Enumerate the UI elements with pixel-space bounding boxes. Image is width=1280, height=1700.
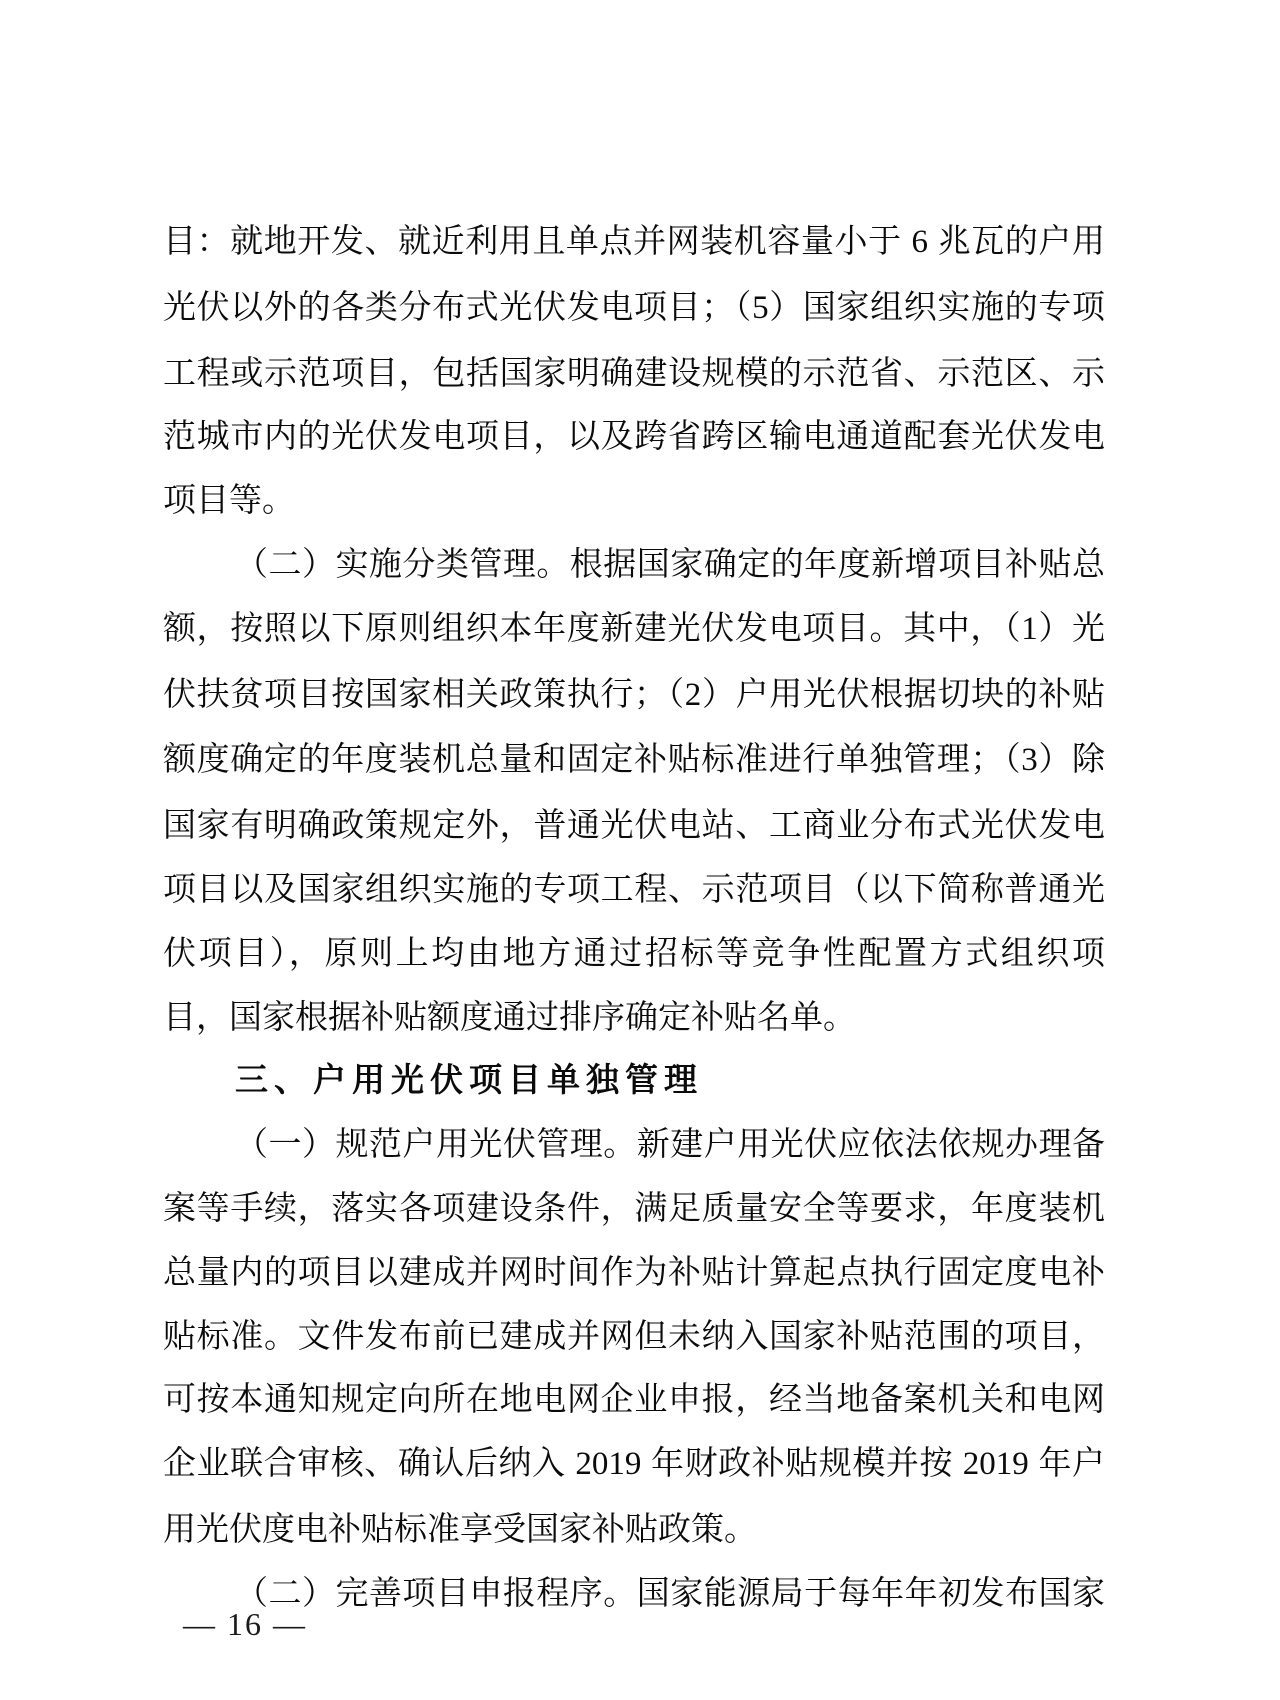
text-line: 伏项目），原则上均由地方通过招标等竞争性配置方式组织项 (163, 933, 1105, 971)
text-line: 项目等。 (163, 481, 295, 519)
text-line: 目：就地开发、就近利用且单点并网装机容量小于 6 兆瓦的户用 (163, 222, 1106, 260)
text-line: 额度确定的年度装机总量和固定补贴标准进行单独管理；（3）除 (163, 740, 1106, 779)
text-line: 范城市内的光伏发电项目，以及跨省跨区输电通道配套光伏发电 (163, 417, 1105, 455)
text-line: （二）实施分类管理。根据国家确定的年度新增项目补贴总 (235, 544, 1105, 582)
text-line: （一）规范户用光伏管理。新建户用光伏应依法依规办理备 (235, 1125, 1105, 1163)
text-line: 用光伏度电补贴标准享受国家补贴政策。 (163, 1509, 757, 1547)
document-text-block (163, 209, 1105, 1625)
text-line: 工程或示范项目，包括国家明确建设规模的示范省、示范区、示 (163, 353, 1105, 391)
serif-number: 5 (752, 289, 769, 326)
text-line: 国家有明确政策规定外，普通光伏电站、工商业分布式光伏发电 (163, 806, 1105, 844)
serif-number: 2 (684, 676, 702, 713)
text-line: 光伏以外的各类分布式光伏发电项目；（5）国家组织实施的专项 (163, 287, 1106, 326)
text-line: 案等手续，落实各项建设条件，满足质量安全等要求，年度装机 (163, 1188, 1105, 1226)
serif-number: 6 (911, 224, 928, 260)
text-line: 可按本通知规定向所在地电网企业申报，经当地备案机关和电网 (163, 1380, 1105, 1418)
text-line: 贴标准。文件发布前已建成并网但未纳入国家补贴范围的项目， (163, 1316, 1105, 1354)
text-line: 总量内的项目以建成并网时间作为补贴计算起点执行固定度电补 (163, 1252, 1105, 1290)
serif-number: 1 (1021, 610, 1038, 647)
text-line: 额，按照以下原则组织本年度新建光伏发电项目。其中，（1）光 (163, 608, 1106, 647)
page-number: — 16 — (183, 1606, 307, 1642)
text-line: 伏扶贫项目按国家相关政策执行；（2）户用光伏根据切块的补贴 (163, 674, 1106, 713)
serif-number: 2019 (962, 1446, 1029, 1483)
serif-number: 3 (1021, 742, 1038, 779)
text-line: 企业联合审核、确认后纳入 2019 年财政补贴规模并按 2019 年户 (163, 1444, 1106, 1483)
text-line: 项目以及国家组织实施的专项工程、示范项目（以下简称普通光 (163, 869, 1105, 907)
text-line: 目，国家根据补贴额度通过排序确定补贴名单。 (163, 997, 856, 1035)
text-line: （二）完善项目申报程序。国家能源局于每年年初发布国家 (235, 1573, 1105, 1611)
section-heading-line: 三、户用光伏项目单独管理 (235, 1061, 703, 1099)
serif-number: 2019 (575, 1446, 642, 1483)
